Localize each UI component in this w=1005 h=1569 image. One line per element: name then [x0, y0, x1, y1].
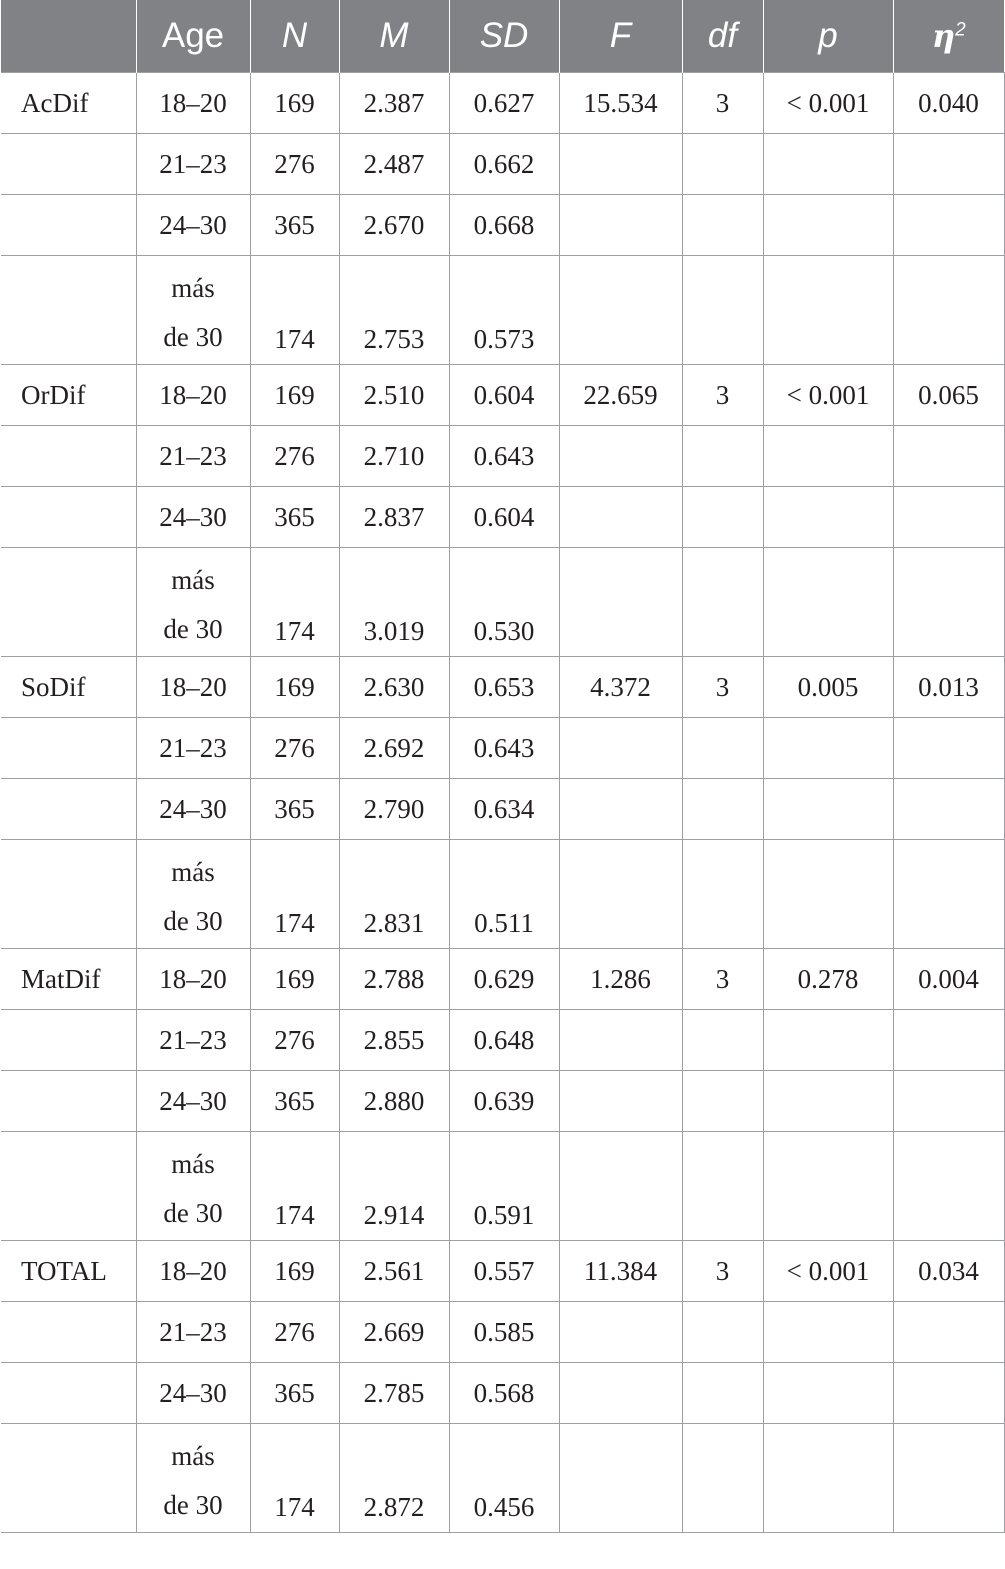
p-cell: < 0.001 — [763, 73, 893, 134]
p-cell — [763, 779, 893, 840]
f-cell — [559, 548, 682, 657]
variable-cell — [1, 779, 136, 840]
age-cell: 21–23 — [136, 134, 250, 195]
table-row — [1, 718, 1004, 779]
p-cell — [763, 840, 893, 949]
eta-squared-cell — [893, 134, 1004, 195]
f-cell — [559, 256, 682, 365]
df-cell — [682, 1071, 763, 1132]
p-cell — [763, 426, 893, 487]
f-cell: 4.372 — [559, 657, 682, 718]
variable-cell: AcDif — [1, 73, 136, 134]
n-cell: 174 — [250, 840, 339, 949]
table-row — [1, 1241, 1004, 1302]
sd-cell: 0.456 — [449, 1424, 559, 1533]
df-cell: 3 — [682, 365, 763, 426]
mean-cell: 2.670 — [339, 195, 449, 256]
age-line-2: de 30 — [163, 614, 223, 644]
mean-cell: 2.753 — [339, 256, 449, 365]
eta-squared-cell: 0.065 — [893, 365, 1004, 426]
df-cell — [682, 256, 763, 365]
n-cell: 169 — [250, 73, 339, 134]
sd-cell: 0.557 — [449, 1241, 559, 1302]
age-line-1: más — [171, 1149, 215, 1179]
eta-squared-cell — [893, 195, 1004, 256]
mean-cell: 2.669 — [339, 1302, 449, 1363]
eta-squared-cell — [893, 426, 1004, 487]
variable-cell: SoDif — [1, 657, 136, 718]
eta-squared-cell — [893, 1363, 1004, 1424]
df-cell: 3 — [682, 949, 763, 1010]
age-cell — [136, 1424, 250, 1533]
eta-squared-cell — [893, 1302, 1004, 1363]
df-cell — [682, 1424, 763, 1533]
sd-cell: 0.568 — [449, 1363, 559, 1424]
table-row — [1, 256, 1004, 365]
mean-cell: 2.855 — [339, 1010, 449, 1071]
n-cell: 276 — [250, 718, 339, 779]
header-p: p — [763, 0, 893, 73]
df-cell — [682, 548, 763, 657]
p-cell — [763, 134, 893, 195]
f-cell — [559, 487, 682, 548]
sd-cell: 0.643 — [449, 718, 559, 779]
n-cell: 169 — [250, 949, 339, 1010]
sd-cell: 0.629 — [449, 949, 559, 1010]
n-cell: 365 — [250, 1071, 339, 1132]
age-line-2: de 30 — [163, 1198, 223, 1228]
variable-cell — [1, 840, 136, 949]
anova-age-table — [1, 0, 1005, 1533]
sd-cell: 0.648 — [449, 1010, 559, 1071]
age-cell: 18–20 — [136, 1241, 250, 1302]
f-cell: 1.286 — [559, 949, 682, 1010]
eta-squared-cell — [893, 779, 1004, 840]
variable-cell — [1, 1010, 136, 1071]
df-cell — [682, 718, 763, 779]
variable-cell — [1, 718, 136, 779]
age-cell: 18–20 — [136, 657, 250, 718]
p-cell — [763, 195, 893, 256]
mean-cell: 2.630 — [339, 657, 449, 718]
p-cell: 0.278 — [763, 949, 893, 1010]
age-cell: 21–23 — [136, 426, 250, 487]
mean-cell: 2.692 — [339, 718, 449, 779]
p-cell — [763, 1363, 893, 1424]
table-row — [1, 548, 1004, 657]
n-cell: 276 — [250, 1302, 339, 1363]
n-cell: 365 — [250, 487, 339, 548]
p-cell — [763, 548, 893, 657]
p-cell — [763, 1132, 893, 1241]
age-cell: 24–30 — [136, 195, 250, 256]
f-cell — [559, 779, 682, 840]
age-line-2: de 30 — [163, 1490, 223, 1520]
age-line-2: de 30 — [163, 906, 223, 936]
age-line-1: más — [171, 857, 215, 887]
f-cell: 15.534 — [559, 73, 682, 134]
header-n: N — [250, 0, 339, 73]
age-cell: 21–23 — [136, 718, 250, 779]
header-eta-squared — [893, 0, 1004, 73]
sd-cell: 0.585 — [449, 1302, 559, 1363]
variable-cell — [1, 1302, 136, 1363]
eta-squared-cell: 0.040 — [893, 73, 1004, 134]
n-cell: 174 — [250, 1132, 339, 1241]
age-cell: 18–20 — [136, 949, 250, 1010]
f-cell — [559, 1424, 682, 1533]
table-row — [1, 134, 1004, 195]
age-line-1: más — [171, 273, 215, 303]
mean-cell: 2.914 — [339, 1132, 449, 1241]
n-cell: 169 — [250, 1241, 339, 1302]
f-cell — [559, 1071, 682, 1132]
p-cell — [763, 487, 893, 548]
n-cell: 174 — [250, 1424, 339, 1533]
f-cell — [559, 1010, 682, 1071]
variable-cell: TOTAL — [1, 1241, 136, 1302]
table-row — [1, 487, 1004, 548]
f-cell — [559, 195, 682, 256]
n-cell: 174 — [250, 256, 339, 365]
f-cell: 22.659 — [559, 365, 682, 426]
eta-squared-cell — [893, 1424, 1004, 1533]
n-cell: 365 — [250, 195, 339, 256]
mean-cell: 3.019 — [339, 548, 449, 657]
f-cell — [559, 840, 682, 949]
variable-cell — [1, 1132, 136, 1241]
sd-cell: 0.604 — [449, 365, 559, 426]
mean-cell: 2.710 — [339, 426, 449, 487]
mean-cell: 2.487 — [339, 134, 449, 195]
p-cell — [763, 1071, 893, 1132]
sd-cell: 0.573 — [449, 256, 559, 365]
variable-cell: OrDif — [1, 365, 136, 426]
header-df: df — [682, 0, 763, 73]
sd-cell: 0.627 — [449, 73, 559, 134]
age-cell: 24–30 — [136, 1071, 250, 1132]
variable-cell — [1, 1071, 136, 1132]
table-row — [1, 1302, 1004, 1363]
table-row — [1, 779, 1004, 840]
sd-cell: 0.604 — [449, 487, 559, 548]
n-cell: 169 — [250, 657, 339, 718]
p-cell — [763, 1010, 893, 1071]
f-cell — [559, 1363, 682, 1424]
age-cell: 24–30 — [136, 1363, 250, 1424]
eta-squared-cell: 0.004 — [893, 949, 1004, 1010]
df-cell — [682, 426, 763, 487]
table-row — [1, 73, 1004, 134]
df-cell — [682, 779, 763, 840]
mean-cell: 2.788 — [339, 949, 449, 1010]
eta-squared-cell — [893, 840, 1004, 949]
n-cell: 276 — [250, 426, 339, 487]
age-cell: 21–23 — [136, 1010, 250, 1071]
df-cell — [682, 840, 763, 949]
header-m: M — [339, 0, 449, 73]
f-cell — [559, 1132, 682, 1241]
n-cell: 276 — [250, 1010, 339, 1071]
variable-cell — [1, 1424, 136, 1533]
variable-cell: MatDif — [1, 949, 136, 1010]
df-cell — [682, 487, 763, 548]
df-cell: 3 — [682, 73, 763, 134]
table-row — [1, 1071, 1004, 1132]
sd-cell: 0.639 — [449, 1071, 559, 1132]
header-sd: SD — [449, 0, 559, 73]
sd-cell: 0.511 — [449, 840, 559, 949]
sd-cell: 0.643 — [449, 426, 559, 487]
age-cell: 24–30 — [136, 779, 250, 840]
mean-cell: 2.785 — [339, 1363, 449, 1424]
eta-squared-cell — [893, 1071, 1004, 1132]
mean-cell: 2.831 — [339, 840, 449, 949]
p-cell — [763, 256, 893, 365]
eta-squared-cell — [893, 548, 1004, 657]
df-cell — [682, 1302, 763, 1363]
header-f: F — [559, 0, 682, 73]
df-cell — [682, 195, 763, 256]
age-line-1: más — [171, 1441, 215, 1471]
table-row — [1, 365, 1004, 426]
sd-cell: 0.653 — [449, 657, 559, 718]
age-cell: 18–20 — [136, 365, 250, 426]
mean-cell: 2.880 — [339, 1071, 449, 1132]
f-cell — [559, 718, 682, 779]
n-cell: 365 — [250, 1363, 339, 1424]
age-cell — [136, 256, 250, 365]
n-cell: 365 — [250, 779, 339, 840]
age-cell: 21–23 — [136, 1302, 250, 1363]
p-cell: < 0.001 — [763, 365, 893, 426]
table-row — [1, 1424, 1004, 1533]
table-row — [1, 840, 1004, 949]
f-cell: 11.384 — [559, 1241, 682, 1302]
variable-cell — [1, 195, 136, 256]
table-row — [1, 426, 1004, 487]
eta-squared-cell: 0.013 — [893, 657, 1004, 718]
eta-squared-cell — [893, 487, 1004, 548]
mean-cell: 2.387 — [339, 73, 449, 134]
age-cell — [136, 548, 250, 657]
p-cell — [763, 1424, 893, 1533]
table-row — [1, 1363, 1004, 1424]
header-row — [1, 0, 1004, 73]
df-cell — [682, 134, 763, 195]
eta-squared-cell — [893, 1132, 1004, 1241]
table-row — [1, 195, 1004, 256]
header-age: Age — [136, 0, 250, 73]
eta-squared-cell — [893, 256, 1004, 365]
eta-squared-cell — [893, 718, 1004, 779]
p-cell — [763, 1302, 893, 1363]
age-line-1: más — [171, 565, 215, 595]
eta-exponent: 2 — [955, 19, 966, 41]
f-cell — [559, 426, 682, 487]
mean-cell: 2.561 — [339, 1241, 449, 1302]
sd-cell: 0.634 — [449, 779, 559, 840]
df-cell: 3 — [682, 1241, 763, 1302]
df-cell — [682, 1132, 763, 1241]
sd-cell: 0.662 — [449, 134, 559, 195]
variable-cell — [1, 426, 136, 487]
table-row — [1, 1132, 1004, 1241]
header-variable — [1, 0, 136, 73]
f-cell — [559, 134, 682, 195]
df-cell — [682, 1010, 763, 1071]
age-cell — [136, 840, 250, 949]
n-cell: 174 — [250, 548, 339, 657]
table-row — [1, 949, 1004, 1010]
sd-cell: 0.530 — [449, 548, 559, 657]
p-cell: < 0.001 — [763, 1241, 893, 1302]
p-cell: 0.005 — [763, 657, 893, 718]
age-line-2: de 30 — [163, 322, 223, 352]
variable-cell — [1, 487, 136, 548]
p-cell — [763, 718, 893, 779]
n-cell: 169 — [250, 365, 339, 426]
table-row — [1, 1010, 1004, 1071]
mean-cell: 2.790 — [339, 779, 449, 840]
age-cell: 24–30 — [136, 487, 250, 548]
df-cell — [682, 1363, 763, 1424]
eta-symbol: η — [931, 17, 956, 55]
variable-cell — [1, 134, 136, 195]
variable-cell — [1, 256, 136, 365]
n-cell: 276 — [250, 134, 339, 195]
mean-cell: 2.837 — [339, 487, 449, 548]
df-cell: 3 — [682, 657, 763, 718]
age-cell — [136, 1132, 250, 1241]
table-row — [1, 657, 1004, 718]
sd-cell: 0.668 — [449, 195, 559, 256]
eta-squared-cell: 0.034 — [893, 1241, 1004, 1302]
variable-cell — [1, 1363, 136, 1424]
age-cell: 18–20 — [136, 73, 250, 134]
mean-cell: 2.872 — [339, 1424, 449, 1533]
variable-cell — [1, 548, 136, 657]
mean-cell: 2.510 — [339, 365, 449, 426]
f-cell — [559, 1302, 682, 1363]
eta-squared-cell — [893, 1010, 1004, 1071]
sd-cell: 0.591 — [449, 1132, 559, 1241]
